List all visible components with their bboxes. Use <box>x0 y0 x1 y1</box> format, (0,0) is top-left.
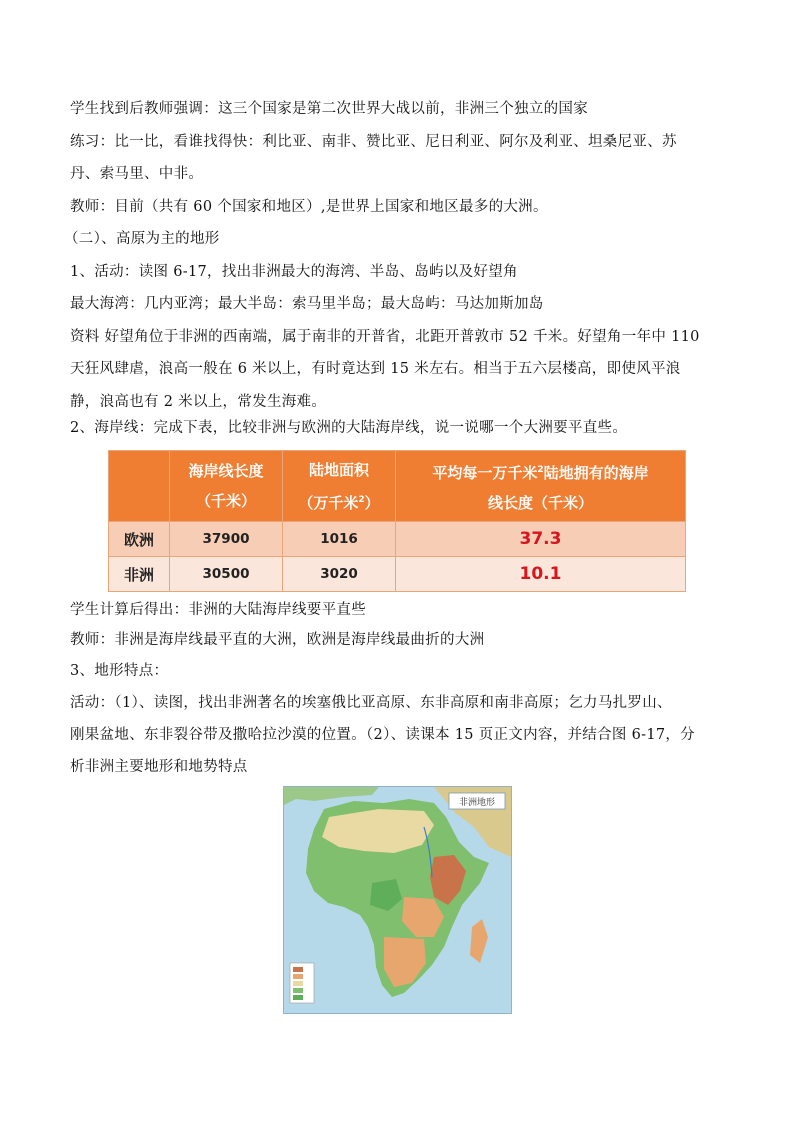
header-coast-length-line1: 海岸线长度 <box>188 462 264 480</box>
text-line-17: 析非洲主要地形和地势特点 <box>70 759 248 775</box>
header-avg-coast-line1-post: 陆地拥有的海岸 <box>543 463 649 482</box>
text-line-6: 1、活动：读图 6-17，找出非洲最大的海湾、半岛、岛屿以及好望角 <box>70 264 518 280</box>
text-line-11: 2、海岸线：完成下表，比较非洲与欧洲的大陆海岸线，说一说哪一个大洲要平直些。 <box>70 420 628 436</box>
text-line-16: 刚果盆地、东非裂谷带及撒哈拉沙漠的位置。（2）、读课本 15 页正文内容，并结合图 6-17，分 <box>70 727 695 743</box>
row-name: 非洲 <box>109 557 170 592</box>
header-avg-coast-sup: 2 <box>537 464 544 475</box>
text-line-8: 资料 好望角位于非洲的西南端，属于南非的开普省，北距开普敦市 52 千米。好望角一年中 110 <box>70 329 700 345</box>
text-line-1: 学生找到后教师强调：这三个国家是第二次世界大战以前，非洲三个独立的国家 <box>70 101 588 117</box>
table-corner-cell <box>109 451 170 522</box>
cell-area: 1016 <box>283 522 396 557</box>
header-land-area <box>283 451 396 522</box>
text-line-7: 最大海湾：几内亚湾；最大半岛：索马里半岛；最大岛屿：马达加斯加岛 <box>70 296 544 312</box>
legend-swatch <box>293 995 303 1000</box>
header-land-area-sup: 2 <box>358 494 365 505</box>
header-land-area-line2-pre: （万千米 <box>298 493 359 512</box>
header-land-area-line2-post: ） <box>364 493 380 512</box>
cell-coast: 37900 <box>170 522 283 557</box>
text-line-13: 教师：非洲是海岸线最平直的大洲，欧洲是海岸线最曲折的大洲 <box>70 632 485 648</box>
africa-map-svg <box>284 787 511 1013</box>
text-line-9: 天狂风肆虐，浪高一般在 6 米以上，有时竟达到 15 米左右。相当于五六层楼高，即使风平浪 <box>70 361 681 377</box>
section-heading: （二）、高原为主的地形 <box>64 231 220 247</box>
legend-swatch <box>293 981 303 986</box>
text-line-10: 静，浪高也有 2 米以上，常发生海难。 <box>70 394 327 410</box>
header-avg-coast-line2: 线长度（千米） <box>487 493 593 512</box>
header-avg-coast-line1-pre: 平均每一万千米 <box>432 463 538 482</box>
text-line-4: 教师：目前（共有 60 个国家和地区）,是世界上国家和地区最多的大洲。 <box>70 199 548 215</box>
text-line-3: 丹、索马里、中非。 <box>70 166 204 182</box>
legend-swatch <box>293 988 303 993</box>
legend-swatch <box>293 967 303 972</box>
header-avg-coast <box>396 451 686 522</box>
legend-swatch <box>293 974 303 979</box>
header-coast-length <box>170 451 283 522</box>
table-row <box>109 522 686 557</box>
cell-avg: 10.1 <box>396 557 686 592</box>
header-land-area-line1: 陆地面积 <box>308 460 369 479</box>
text-line-2: 练习：比一比，看谁找得快：利比亚、南非、赞比亚、尼日利亚、阿尔及利亚、坦桑尼亚、苏 <box>70 134 677 150</box>
cell-area: 3020 <box>283 557 396 592</box>
table-header-row <box>109 451 686 522</box>
table-row <box>109 557 686 592</box>
map-title: 非洲地形 <box>458 798 496 808</box>
coastline-table <box>108 450 686 592</box>
cell-avg: 37.3 <box>396 522 686 557</box>
cell-coast: 30500 <box>170 557 283 592</box>
text-line-14: 3、地形特点： <box>70 663 169 679</box>
header-coast-length-line2: （千米） <box>195 492 256 510</box>
text-line-12: 学生计算后得出：非洲的大陆海岸线要平直些 <box>70 602 366 618</box>
row-name: 欧洲 <box>109 522 170 557</box>
africa-terrain-map <box>283 786 512 1014</box>
text-line-15: 活动：（1）、读图，找出非洲著名的埃塞俄比亚高原、东非高原和南非高原；乞力马扎罗山、 <box>70 695 672 711</box>
